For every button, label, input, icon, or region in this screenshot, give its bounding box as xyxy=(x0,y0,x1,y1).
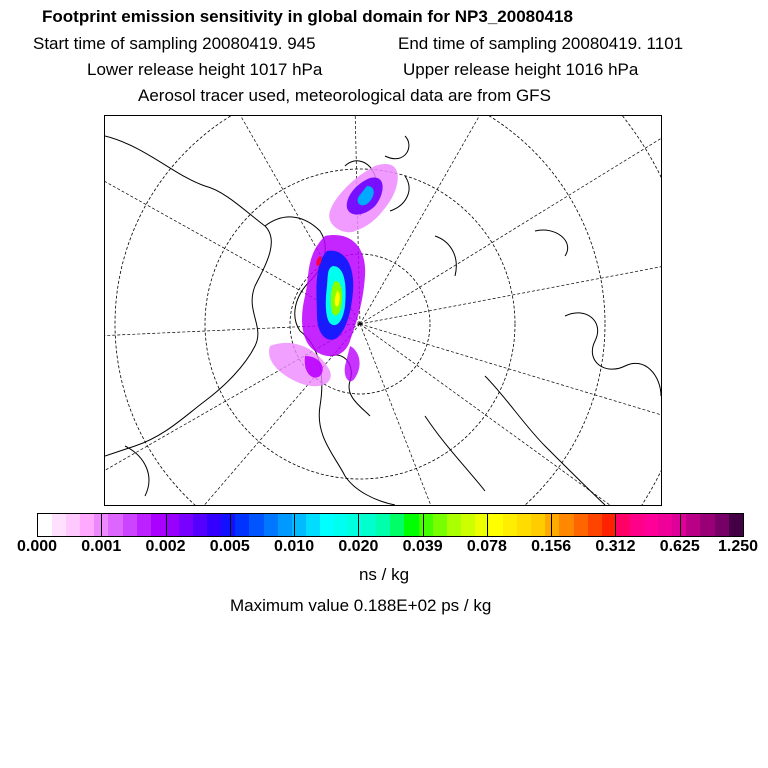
color-scale-segment xyxy=(630,514,644,536)
end-time-label: End time of sampling 20080419. 1101 xyxy=(398,34,684,53)
color-scale-segment xyxy=(461,514,475,536)
color-scale-segment xyxy=(729,514,743,536)
color-scale-segment xyxy=(489,514,503,536)
color-scale-segment xyxy=(531,514,545,536)
color-scale-segment xyxy=(404,514,418,536)
color-scale-tick-label: 0.001 xyxy=(81,538,122,555)
color-scale-tick-label: 0.002 xyxy=(145,538,186,555)
color-scale-tick-label: 1.250 xyxy=(717,538,759,555)
color-scale-divider xyxy=(101,514,102,536)
color-scale-divider xyxy=(294,514,295,536)
color-scale-segment xyxy=(686,514,700,536)
color-scale-segment xyxy=(644,514,658,536)
map-canvas xyxy=(105,116,661,505)
color-scale-segment xyxy=(545,514,559,536)
color-scale-segment xyxy=(123,514,137,536)
plot-title: Footprint emission sensitivity in global domain for NP3_20080418 xyxy=(42,7,573,26)
color-scale-segment xyxy=(278,514,292,536)
color-scale-segment xyxy=(390,514,404,536)
color-scale-tick-label: 0.020 xyxy=(338,538,379,555)
color-scale-segment xyxy=(137,514,151,536)
color-scale-divider xyxy=(551,514,552,536)
color-scale-tick-label: 0.156 xyxy=(531,538,572,555)
color-scale-segment xyxy=(658,514,672,536)
color-scale-segment xyxy=(235,514,249,536)
color-scale-divider xyxy=(487,514,488,536)
color-scale-segment xyxy=(165,514,179,536)
color-scale-segment xyxy=(179,514,193,536)
color-scale-divider xyxy=(680,514,681,536)
color-scale-bar xyxy=(37,513,744,537)
color-scale-segment xyxy=(433,514,447,536)
color-scale-segment xyxy=(320,514,334,536)
color-scale-segment xyxy=(447,514,461,536)
color-scale-segment xyxy=(52,514,66,536)
color-scale-segment xyxy=(700,514,714,536)
color-scale-segment xyxy=(306,514,320,536)
color-scale-segment xyxy=(249,514,263,536)
color-scale-segment xyxy=(221,514,235,536)
color-scale-segment xyxy=(108,514,122,536)
color-scale-segment xyxy=(419,514,433,536)
color-scale-segment xyxy=(559,514,573,536)
color-scale-segment xyxy=(616,514,630,536)
color-scale-segment xyxy=(38,514,52,536)
color-scale-segment xyxy=(151,514,165,536)
tracer-info-label: Aerosol tracer used, meteorological data are from GFS xyxy=(138,86,551,105)
color-scale-segment xyxy=(362,514,376,536)
color-scale-segment xyxy=(588,514,602,536)
polar-map xyxy=(104,115,662,506)
color-scale-segment xyxy=(574,514,588,536)
color-scale-divider xyxy=(230,514,231,536)
color-scale-divider xyxy=(423,514,424,536)
color-scale-ticks xyxy=(0,538,768,558)
color-scale-divider xyxy=(615,514,616,536)
color-scale-segment xyxy=(193,514,207,536)
color-scale-segment xyxy=(66,514,80,536)
color-scale-segment xyxy=(602,514,616,536)
color-scale-segment xyxy=(334,514,348,536)
color-scale-units: ns / kg xyxy=(358,565,410,584)
color-scale-tick-label: 0.312 xyxy=(595,538,636,555)
color-scale-segment xyxy=(376,514,390,536)
lower-release-label: Lower release height 1017 hPa xyxy=(87,60,323,79)
color-scale-segment xyxy=(264,514,278,536)
color-scale-tick-label: 0.625 xyxy=(659,538,700,555)
color-scale-segment xyxy=(715,514,729,536)
maximum-value-label: Maximum value 0.188E+02 ps / kg xyxy=(230,596,492,615)
upper-release-label: Upper release height 1016 hPa xyxy=(403,60,639,79)
color-scale-tick-label: 0.039 xyxy=(402,538,443,555)
color-scale-segment xyxy=(348,514,362,536)
color-scale-segment xyxy=(80,514,94,536)
color-scale-segment xyxy=(207,514,221,536)
color-scale-segment xyxy=(517,514,531,536)
color-scale-tick-label: 0.005 xyxy=(209,538,250,555)
color-scale-tick-label: 0.000 xyxy=(16,538,58,555)
color-scale-divider xyxy=(358,514,359,536)
color-scale-tick-label: 0.078 xyxy=(466,538,507,555)
color-scale-segment xyxy=(503,514,517,536)
emission-plume xyxy=(269,164,398,386)
color-scale-divider xyxy=(166,514,167,536)
start-time-label: Start time of sampling 20080419. 945 xyxy=(33,34,316,53)
color-scale-tick-label: 0.010 xyxy=(274,538,315,555)
